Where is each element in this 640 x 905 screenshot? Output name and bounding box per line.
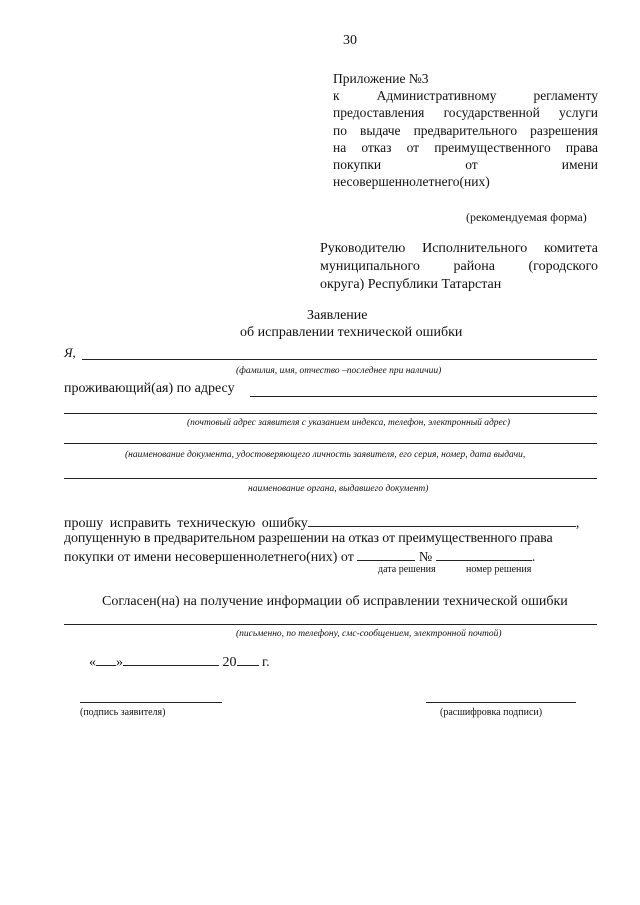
appendix-line: несовершеннолетнего(них) xyxy=(333,174,490,190)
request-text: прошу исправить техническую ошибку xyxy=(64,516,308,531)
address-label: проживающий(ая) по адресу xyxy=(64,381,235,396)
appendix-line: к Административному регламенту xyxy=(333,88,598,104)
year-prefix: 20 xyxy=(222,655,237,670)
month-field[interactable] xyxy=(123,653,219,666)
appendix-line: на отказ от преимущественного права xyxy=(333,139,598,155)
year-suffix: г. xyxy=(262,655,270,670)
decision-date-field[interactable] xyxy=(357,548,415,561)
date-hint: дата решения xyxy=(378,564,436,575)
decision-number-field[interactable] xyxy=(436,548,532,561)
addressee-block xyxy=(320,240,598,294)
close-quote: » xyxy=(116,655,123,670)
decoding-line[interactable] xyxy=(426,702,576,703)
i-label: Я, xyxy=(64,345,76,360)
appendix-line: Приложение №3 xyxy=(333,71,429,86)
day-field[interactable] xyxy=(96,653,116,666)
appendix-line: покупки от имени xyxy=(333,157,598,173)
address-hint: (почтовый адрес заявителя с указанием индекса, телефон, электронный адрес) xyxy=(187,418,511,428)
request-line3-text: покупки от имени несовершеннолетнего(них) от xyxy=(64,550,354,565)
addressee-line: муниципального района (городского xyxy=(320,259,598,274)
error-field[interactable] xyxy=(308,514,576,527)
organ-hint: наименование органа, выдавшего документ) xyxy=(248,484,429,494)
request-line2: допущенную в предварительном разрешении на отказ от преимущественного права xyxy=(64,531,553,546)
document-hint: (наименование документа, удостоверяющего личность заявителя, его серия, номер, дата выдачи, xyxy=(125,450,526,460)
signature-line[interactable] xyxy=(80,702,222,703)
date-line xyxy=(89,653,270,671)
appendix-block xyxy=(333,70,598,190)
fio-hint: (фамилия, имя, отчество –последнее при наличии) xyxy=(236,366,442,376)
year-field[interactable] xyxy=(237,653,259,666)
number-hint: номер решения xyxy=(466,564,532,575)
address-field-line[interactable] xyxy=(250,396,597,397)
organ-field-line[interactable] xyxy=(64,478,597,479)
appendix-line: по выдаче предварительного разрешения xyxy=(333,122,598,138)
page-number: 30 xyxy=(343,33,357,48)
number-sign: № xyxy=(418,550,433,565)
title-line2: об исправлении технической ошибки xyxy=(240,325,463,340)
address-field-line-2[interactable] xyxy=(64,413,597,414)
fio-field-line[interactable] xyxy=(82,359,597,360)
comma: , xyxy=(575,516,580,531)
consent-text: Согласен(на) на получение информации об исправлении технической ошибки xyxy=(102,594,568,609)
addressee-line: округа) Республики Татарстан xyxy=(320,277,502,292)
title-line1: Заявление xyxy=(307,308,368,323)
decoding-hint: (расшифровка подписи) xyxy=(440,707,543,718)
request-line1 xyxy=(64,514,598,532)
appendix-line: предоставления государственной услуги xyxy=(333,105,598,121)
document-field-line[interactable] xyxy=(64,443,597,444)
request-line3 xyxy=(64,548,535,566)
open-quote: « xyxy=(89,655,96,670)
form-note: (рекомендуемая форма) xyxy=(466,210,587,224)
signature-hint: (подпись заявителя) xyxy=(80,707,166,718)
consent-hint: (письменно, по телефону, смс-сообщением, электронной почтой) xyxy=(236,629,502,639)
addressee-line: Руководителю Исполнительного комитета xyxy=(320,241,598,256)
period: . xyxy=(531,550,536,565)
consent-field-line[interactable] xyxy=(64,624,597,625)
